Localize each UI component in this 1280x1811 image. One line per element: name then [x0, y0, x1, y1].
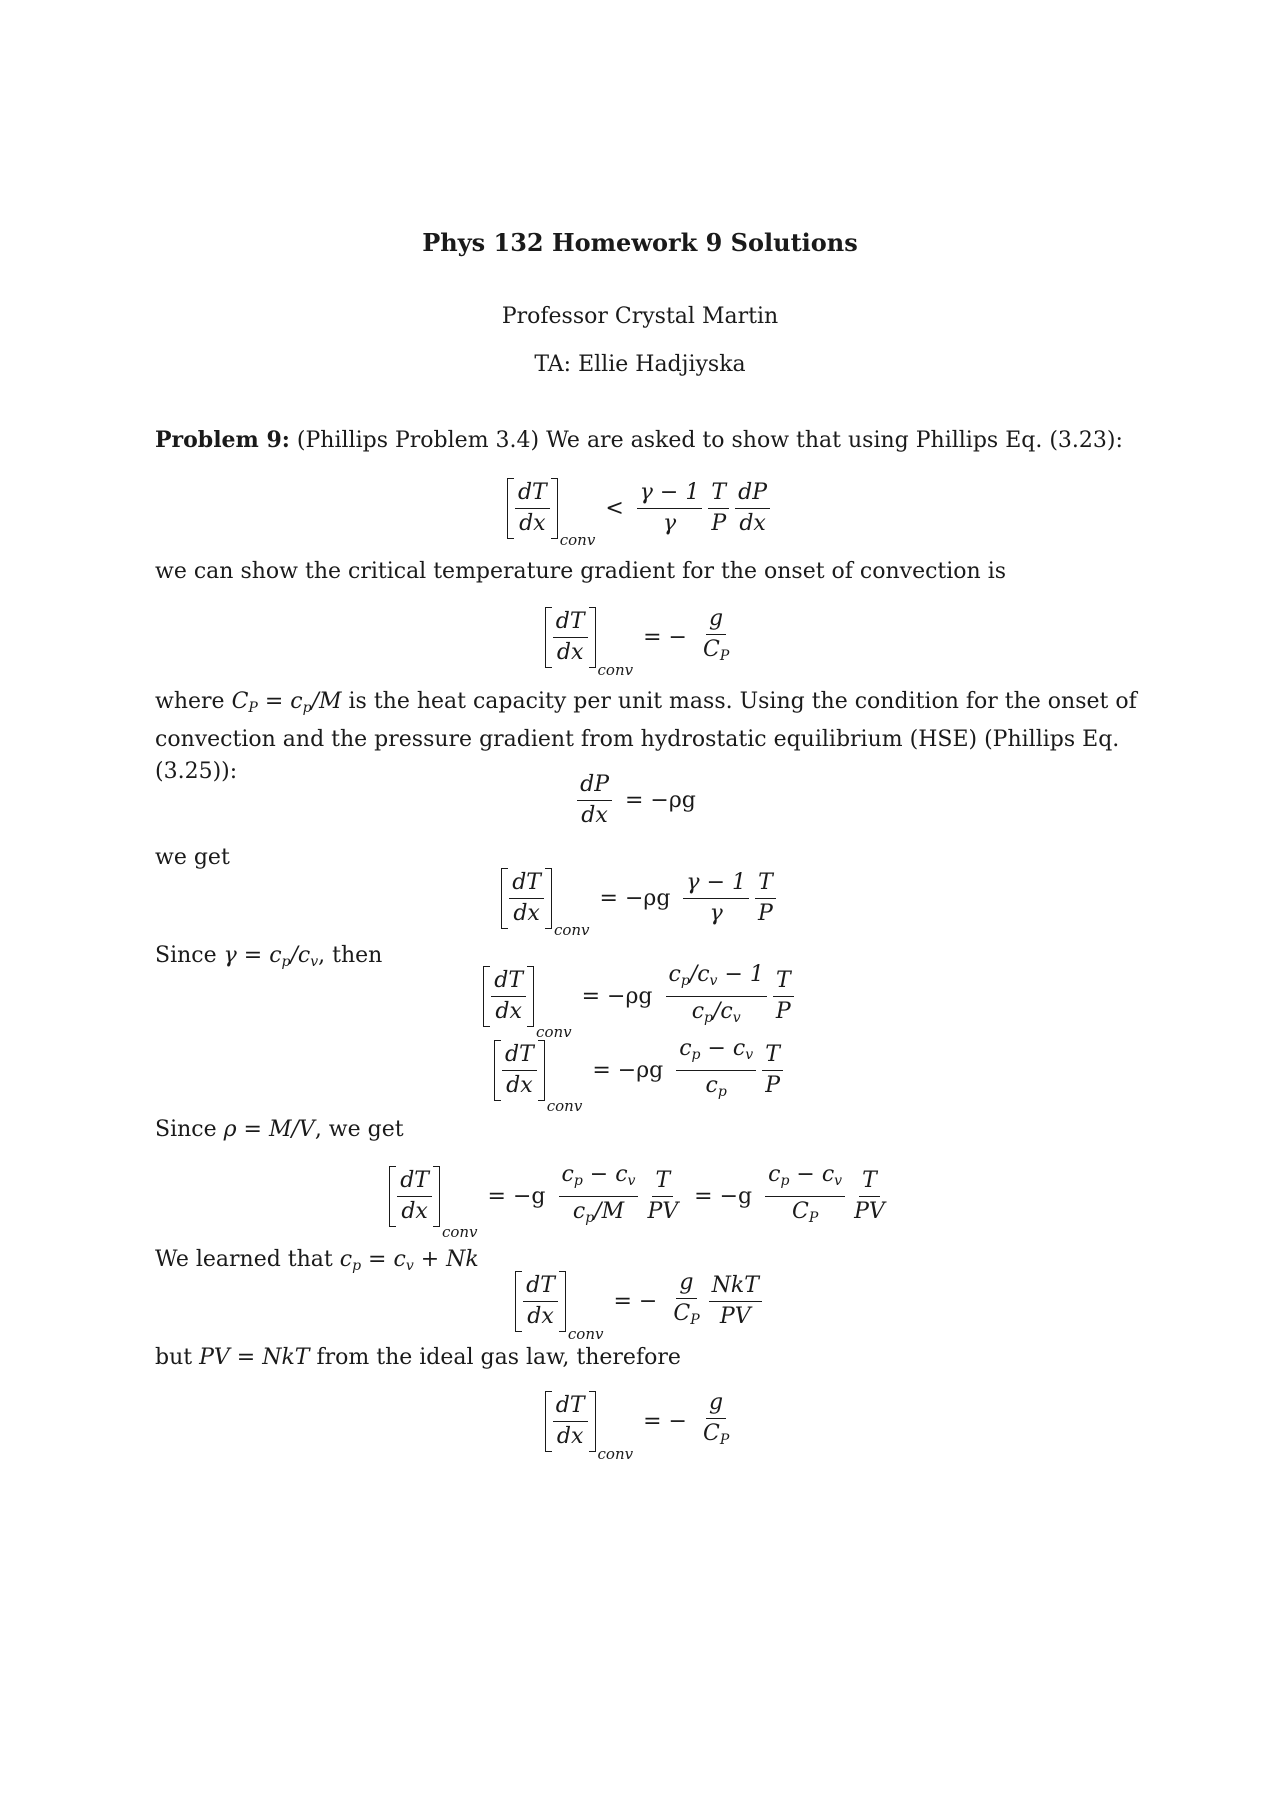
since-gamma-text: Since γ = cp/cv, then [155, 943, 383, 970]
equation-step-5: $\frac{dT}{dx}$ conv = − $\frac{g}{CP}$ $\frac{\text{NkT}}{PV}$ [0, 1270, 1280, 1333]
equation-step-3: $\frac{dT}{dx}$ conv = −ρg $\frac{cp - cv}{cp}$ $\frac{T}{P}$ [0, 1036, 1280, 1105]
problem-intro-text: (Phillips Problem 3.4) We are asked to show that using Phillips Eq. (3.23): [296, 428, 1123, 453]
equation-result: $\frac{dT}{dx}$ conv = − $\frac{g}{CP}$ [0, 1390, 1280, 1453]
learned-text: We learned that cp = cv + Nk [155, 1247, 479, 1274]
ideal-gas-text: but PV = NkT from the ideal gas law, therefore [155, 1345, 681, 1370]
equation-inequality: $\frac{dT}{dx}$ conv < $\frac{\gamma - 1}{\gamma}$ $\frac{T}{P}$ $\frac{dP}{dx}$ [0, 478, 1280, 539]
equation-step-1: $\frac{dT}{dx}$ conv = −ρg $\frac{\gamma - 1}{\gamma}$ $\frac{T}{P}$ [0, 868, 1280, 929]
since-rho-text: Since ρ = M/V, we get [155, 1117, 404, 1142]
equation-critical-gradient: $\frac{dT}{dx}$ conv = − $\frac{g}{CP}$ [0, 606, 1280, 669]
equation-hse: $\frac{dP}{dx}$ = −ρg [0, 772, 1280, 829]
equation-step-2: $\frac{dT}{dx}$ conv = −ρg $\frac{cp/cv - 1}{cp/cv}$ $\frac{T}{P}$ [0, 962, 1280, 1031]
professor-name: Professor Crystal Martin [501, 304, 779, 329]
bracket: $\frac{dT}{dx}$ [507, 478, 558, 539]
we-get-text: we get [155, 845, 230, 870]
problem-label: Problem 9: [155, 427, 290, 453]
problem-intro [155, 424, 1165, 457]
critical-gradient-text: we can show the critical temperature gradient for the onset of convection is [155, 559, 1007, 584]
heat-capacity-paragraph: where CP = cp/M is the heat capacity per unit mass. Using the condition for the onset of convection and the pressure gradient from hydrostatic equilibrium (HSE) (Phillips Eq. (3.25)): [155, 689, 1137, 784]
page-title: Phys 132 Homework 9 Solutions [422, 228, 858, 257]
equation-step-4: $\frac{dT}{dx}$ conv = −g $\frac{cp - cv}{cp/M}$ $\frac{T}{PV}$ = −g $\frac{cp - cv}{CP}$ $\frac{T}{PV}$ [0, 1162, 1280, 1231]
ta-name: TA: Ellie Hadjiyska [534, 352, 746, 377]
